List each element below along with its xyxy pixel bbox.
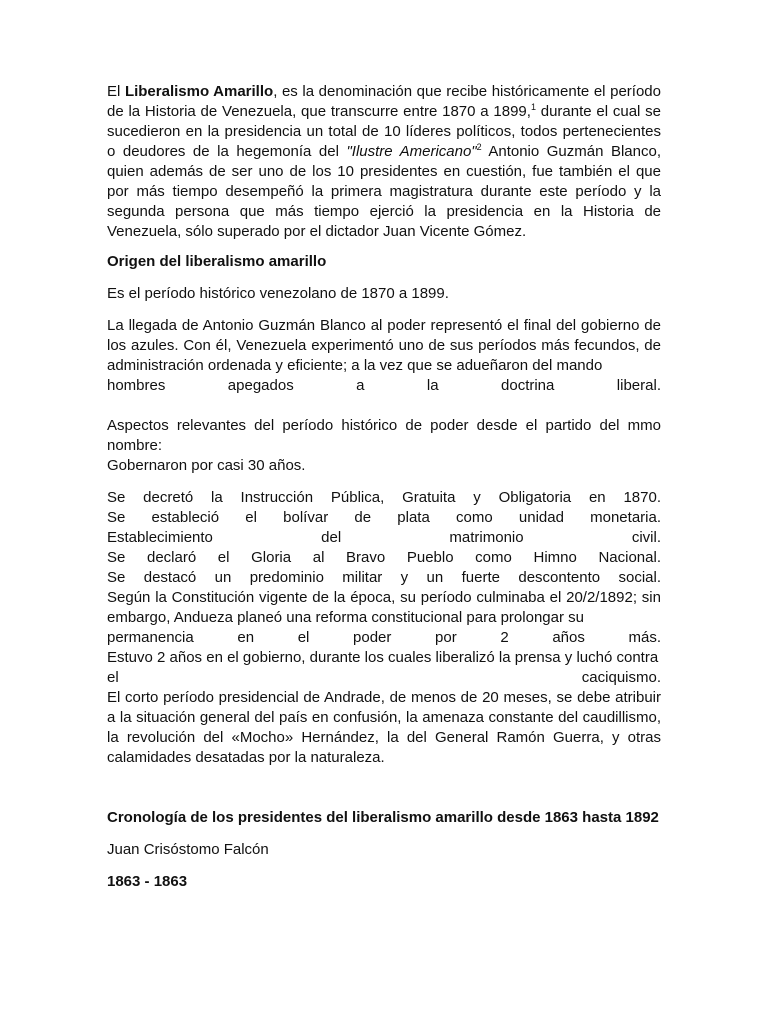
list-item: Se declaró el Gloria al Bravo Pueblo como Himno Nacional. [107, 549, 661, 566]
document-page [107, 82, 661, 892]
estuvo-text-last-line: el caciquismo. [107, 669, 661, 686]
andrade-paragraph: El corto período presidencial de Andrade, de menos de 20 meses, se debe atribuir a la situación general del país en confusión, la amenaza constante del caudillismo, la revolución del «Mocho» Hernández, la del General Ramón Guerra, y otras calamidades desatadas por la naturaleza. [107, 689, 661, 766]
intro-text-3: durante el cual se sucedieron en la presidencia un total de 10 líderes políticos, todos pertenecientes o deudores de la hegemonía del [107, 103, 662, 160]
paragraph-periodo: Es el período histórico venezolano de 1870 a 1899. [107, 285, 449, 302]
president-years: 1863 - 1863 [107, 873, 188, 890]
list-item: Se estableció el bolívar de plata como unidad monetaria. [107, 509, 661, 526]
president-name: Juan Crisóstomo Falcón [107, 841, 269, 858]
footnote-ref-2: 2 [476, 142, 482, 152]
paragraph-aspectos [107, 416, 661, 476]
llegada-text-last-line: hombres apegados a la doctrina liberal. [107, 377, 661, 394]
intro-text-1: El [107, 83, 125, 100]
intro-text-2: , es la denominación que recibe históricamente el período de la Historia de Venezuela, que transcurre entre 1870 a 1899, [107, 83, 661, 120]
aspectos-text: Aspectos relevantes del período histórico de poder desde el partido del mmo nombre: [107, 417, 661, 454]
heading-cronologia: Cronología de los presidentes del liberalismo amarillo desde 1863 hasta 1892 [107, 809, 659, 826]
aspectos-gobernaron: Gobernaron por casi 30 años. [107, 457, 306, 474]
list-aspectos [107, 488, 661, 768]
intro-paragraph [107, 82, 661, 242]
list-item: Se decretó la Instrucción Pública, Gratuita y Obligatoria en 1870. [107, 489, 661, 506]
footnote-ref-1: 1 [530, 102, 536, 112]
estuvo-text: Estuvo 2 años en el gobierno, durante los cuales liberalizó la prensa y luchó contra [107, 649, 659, 666]
paragraph-llegada [107, 316, 661, 396]
constitucion-text-last-line: permanencia en el poder por 2 años más. [107, 629, 661, 646]
llegada-text: La llegada de Antonio Guzmán Blanco al poder representó el final del gobierno de los azules. Con él, Venezuela experimentó uno de sus períodos más fecundos, de administración ordenada y eficiente; a la vez que se adueñaron del mando [107, 317, 661, 374]
list-item: Se destacó un predominio militar y un fuerte descontento social. [107, 569, 661, 586]
intro-bold-term: Liberalismo Amarillo [124, 83, 274, 100]
intro-italic-quote: "Ilustre Americano" [346, 143, 477, 160]
heading-origen: Origen del liberalismo amarillo [107, 253, 327, 270]
intro-text-4: Antonio Guzmán Blanco, quien además de ser uno de los 10 presidentes en cuestión, fue también el que por más tiempo desempeñó la primera magistratura durante este período y la segunda persona que más tiempo ejerció la presidencia en la Historia de Venezuela, sólo superado por el dictador Juan Vicente Gómez. [107, 143, 661, 240]
constitucion-text: Según la Constitución vigente de la época, su período culminaba el 20/2/1892; sin embargo, Andueza planeó una reforma constitucional para prolongar su [107, 589, 661, 626]
list-item: Establecimiento del matrimonio civil. [107, 529, 661, 546]
